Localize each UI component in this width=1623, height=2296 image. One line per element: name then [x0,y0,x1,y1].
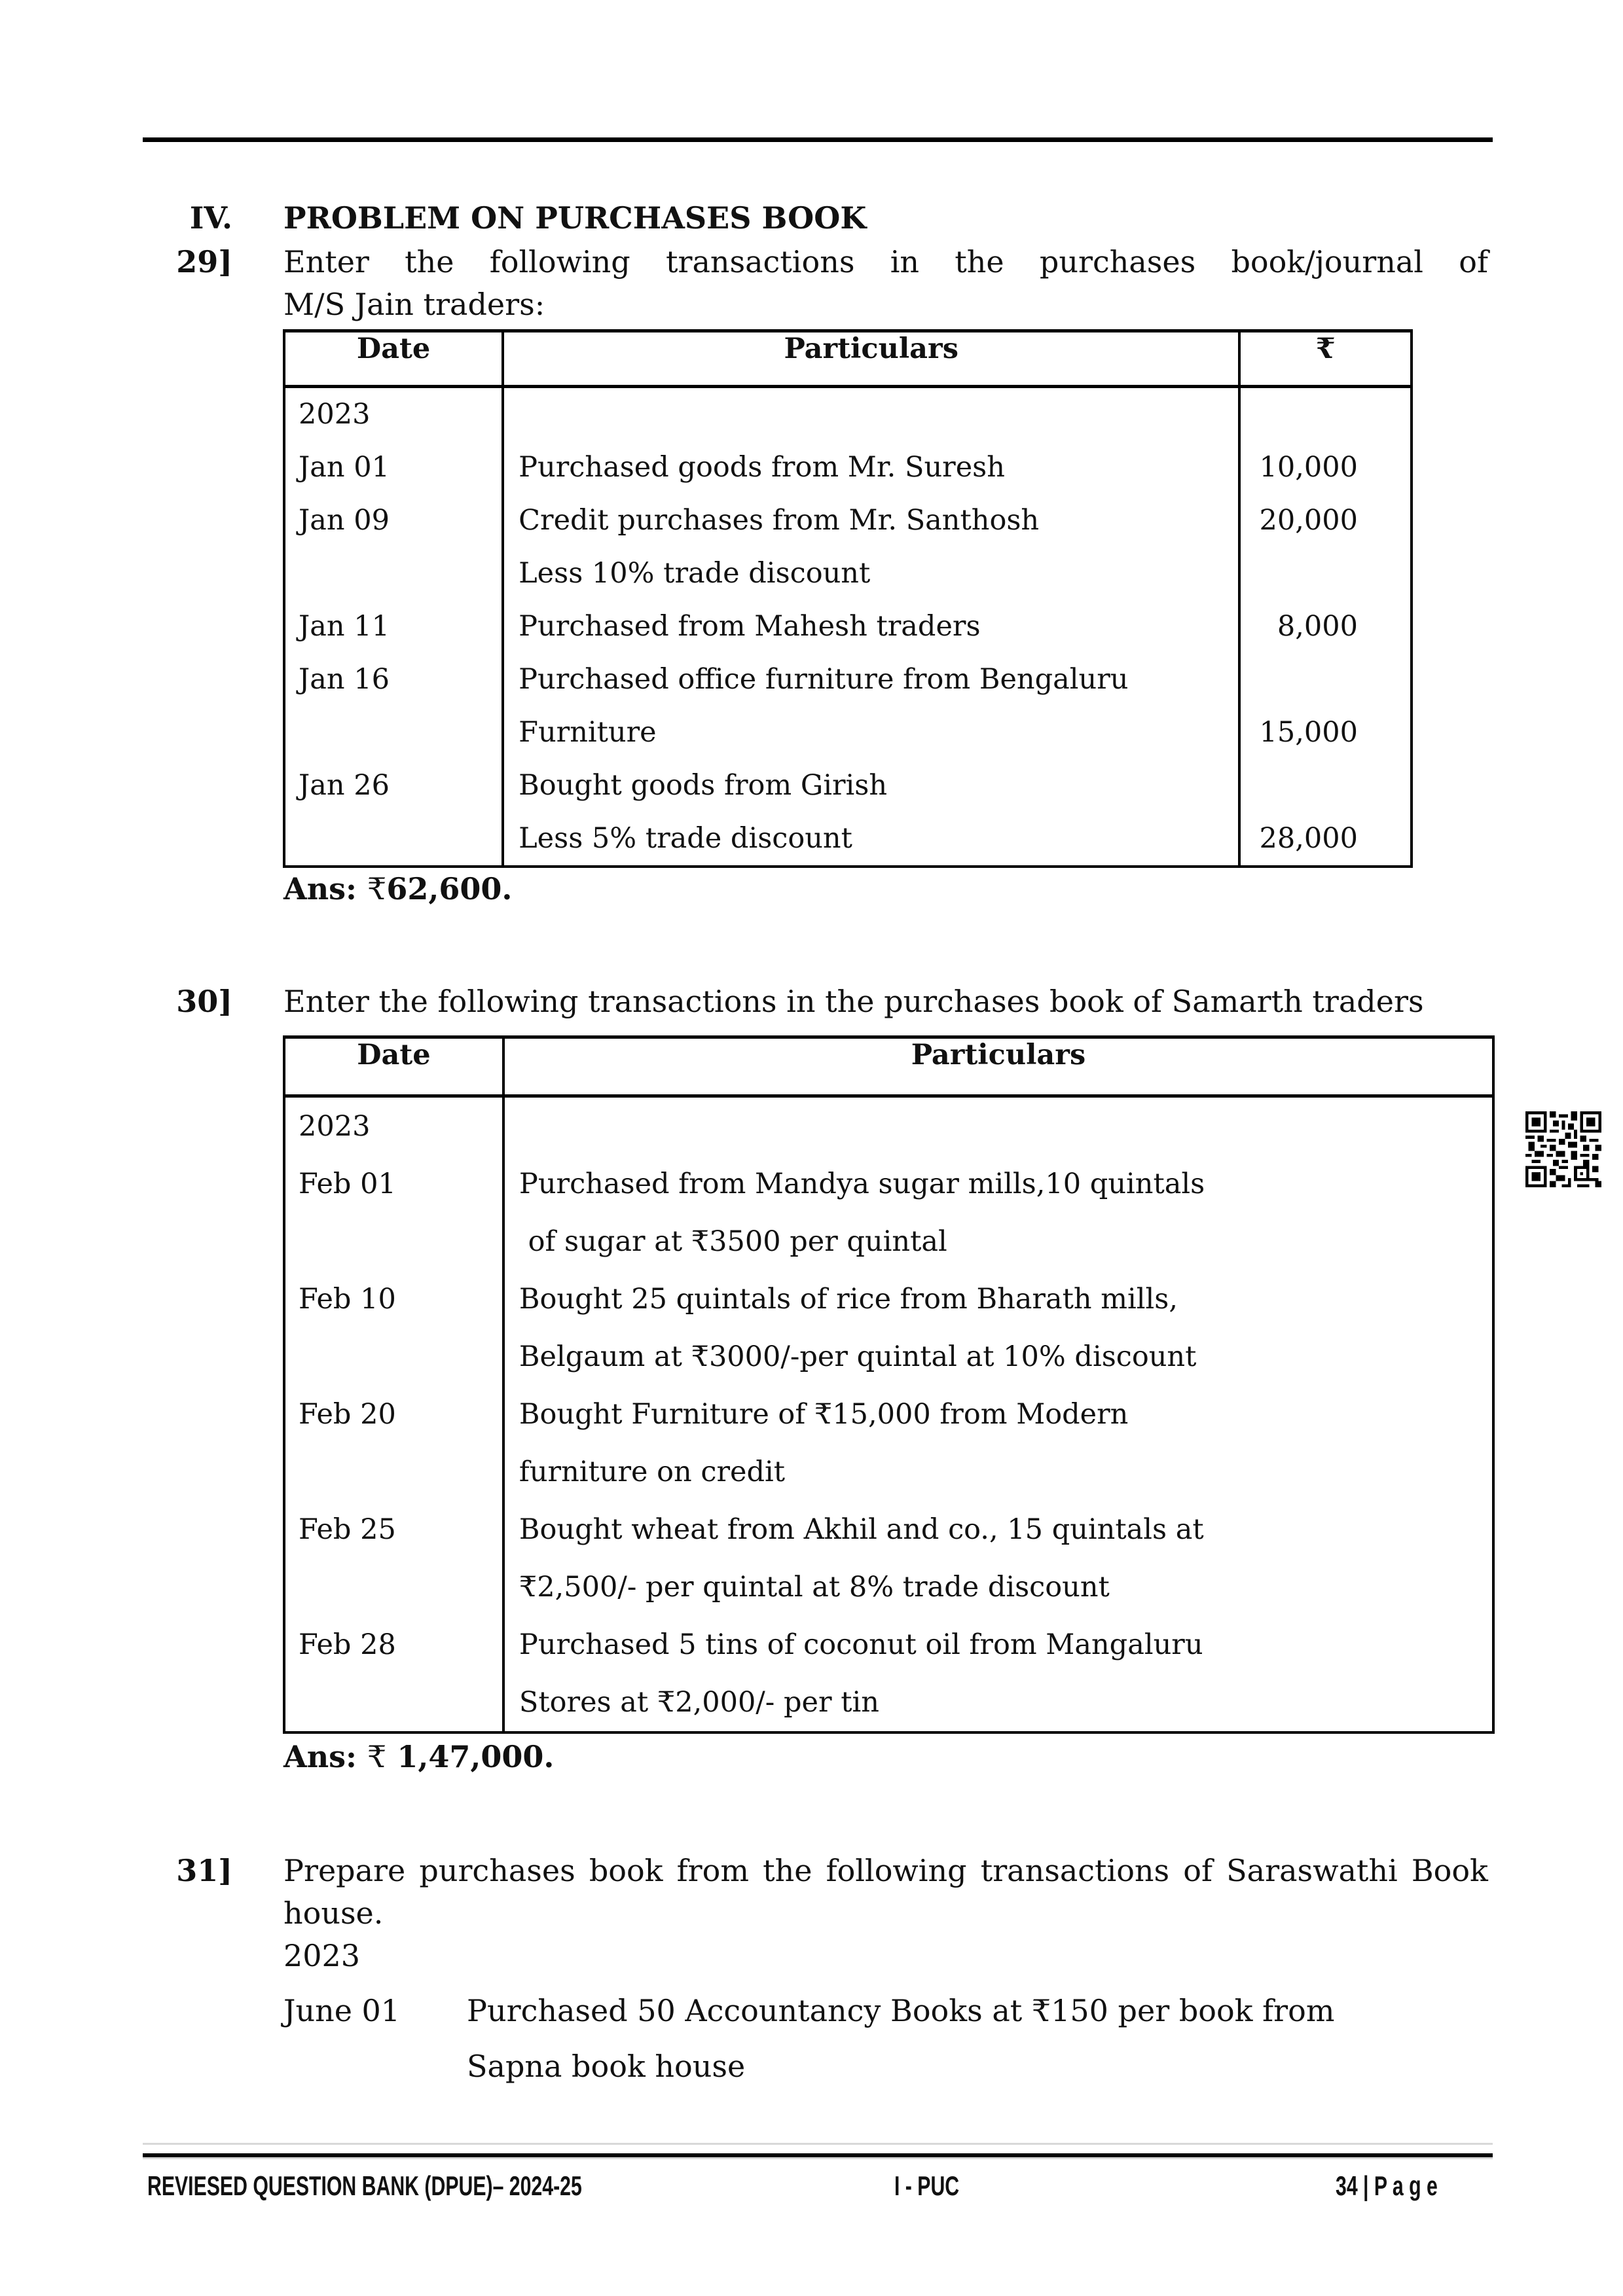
footer-rule-under [143,2157,1493,2159]
date-cell [285,1674,502,1731]
date-cell [285,547,501,600]
particulars-cell [505,1098,1492,1155]
q31-prompt-line1 [283,1851,1488,1890]
amount-cell: 15,000 [1259,716,1358,749]
q31-prompt-line2: house. [283,1895,384,1931]
amount-cell: 8,000 [1277,610,1358,643]
q30-answer [283,1737,554,1776]
date-cell [285,1558,502,1616]
word: book [589,1853,663,1888]
q31-entry-line2: Sapna book house [467,2049,746,2084]
date-cell: Jan 11 [299,610,390,643]
word: purchases [419,1853,575,1888]
answer-label: Ans: [283,871,357,906]
answer-value: 62,600. [386,871,513,906]
q29-answer [283,869,512,908]
word: transactions [666,244,855,279]
footer-page: 34 | P a g e [1336,2170,1438,2201]
particulars-cell: Furniture [519,716,657,749]
q31-entry-line1: Purchased 50 Accountancy Books at ₹150 per book from [467,1993,1335,2028]
word: of [1183,1853,1213,1888]
particulars-cell: furniture on credit [519,1456,786,1488]
particulars-cell: Purchased 5 tins of coconut oil from Mangaluru [519,1628,1203,1661]
particulars-cell: Belgaum at ₹3000/-per quintal at 10% discount [519,1340,1197,1373]
particulars-cell: Bought Furniture of ₹15,000 from Modern [519,1398,1129,1431]
footer-center: I - PUC [894,2170,960,2201]
amount-cell [1241,547,1410,600]
date-cell [285,1213,502,1270]
particulars-cell: Credit purchases from Mr. Santhosh [519,504,1040,537]
page-number: 34 [1336,2170,1358,2201]
page-label: P a g e [1374,2170,1438,2201]
word: in [890,244,920,279]
date-cell [285,812,501,865]
word: book/journal [1231,244,1423,279]
particulars-cell: Bought 25 quintals of rice from Bharath mills, [519,1283,1178,1316]
word: the [763,1853,812,1888]
date-column [284,387,503,867]
particulars-cell: Bought goods from Girish [519,769,888,802]
date-cell: Feb 25 [299,1513,396,1546]
particulars-cell: Purchased office furniture from Bengaluru [519,663,1129,696]
column-header-particulars: Particulars [503,1037,1493,1096]
particulars-cell: Stores at ₹2,000/- per tin [519,1686,879,1719]
q31-entry-date: June 01 [283,1993,401,2028]
q30-prompt: Enter the following transactions in the purchases book of Samarth traders [283,984,1424,1019]
date-cell [285,1328,502,1386]
header-rule [143,137,1493,142]
date-cell: Jan 26 [299,769,390,802]
word: Prepare [283,1853,406,1888]
particulars-cell: Purchased from Mahesh traders [519,610,981,643]
word: the [955,244,1004,279]
date-cell [285,706,501,759]
date-cell [285,1443,502,1501]
amount-column [1239,387,1412,867]
word: following [489,244,630,279]
footer-left: REVIESED QUESTION BANK (DPUE)– 2024-25 [147,2170,582,2201]
qr-code-icon[interactable] [1525,1111,1601,1187]
word: Enter [283,244,369,279]
section-title: PROBLEM ON PURCHASES BOOK [283,200,867,236]
date-column [284,1096,503,1733]
q29-prompt-line2: M/S Jain traders: [283,287,545,322]
date-cell: Jan 16 [299,663,390,696]
amount-cell: 10,000 [1259,451,1358,484]
particulars-cell: Purchased goods from Mr. Suresh [519,451,1005,484]
date-cell: 2023 [299,1110,371,1143]
question-number-30: 30] [176,984,232,1019]
word: transactions [980,1853,1170,1888]
answer-label: Ans: [283,1739,357,1774]
amount-cell [1241,759,1410,812]
word: Saraswathi [1226,1853,1398,1888]
particulars-cell: Less 5% trade discount [519,822,852,855]
particulars-cell: Less 10% trade discount [519,557,871,590]
date-cell: Jan 01 [299,451,390,484]
q29-purchases-table [283,329,1413,868]
word: of [1459,244,1488,279]
answer-value: 1,47,000. [397,1739,555,1774]
question-number-31: 31] [176,1853,232,1888]
column-header-particulars: Particulars [503,331,1239,387]
rupee-icon: ₹ [367,1739,387,1774]
word: from [676,1853,749,1888]
column-header-date: Date [284,331,503,387]
amount-cell: 28,000 [1259,822,1358,855]
date-cell: Feb 01 [299,1168,396,1200]
particulars-column [503,387,1239,867]
date-cell: Feb 20 [299,1398,396,1431]
amount-cell [1241,653,1410,706]
amount-cell: 20,000 [1259,504,1358,537]
rupee-icon: ₹ [367,871,387,906]
word: purchases [1039,244,1196,279]
word: Book [1411,1853,1488,1888]
amount-cell [1241,388,1410,441]
particulars-cell: of sugar at ₹3500 per quintal [519,1225,947,1258]
q31-year: 2023 [283,1938,361,1973]
particulars-cell [504,388,1238,441]
date-cell: Feb 10 [299,1283,396,1316]
date-cell: Jan 09 [299,504,390,537]
question-number-29: 29] [176,244,232,279]
date-cell: Feb 28 [299,1628,396,1661]
q29-prompt-line1 [283,242,1488,281]
section-number: IV. [189,200,232,236]
column-header-date: Date [284,1037,503,1096]
date-cell: 2023 [299,398,371,431]
particulars-cell: Purchased from Mandya sugar mills,10 quintals [519,1168,1205,1200]
particulars-cell: Bought wheat from Akhil and co., 15 quintals at [519,1513,1204,1546]
particulars-cell: ₹2,500/- per quintal at 8% trade discount [519,1571,1110,1604]
word: the [405,244,454,279]
q30-purchases-table [283,1035,1495,1734]
column-header-amount: ₹ [1239,331,1412,387]
particulars-column [503,1096,1493,1733]
word: following [826,1853,967,1888]
footer-rule-thin [143,2143,1493,2145]
